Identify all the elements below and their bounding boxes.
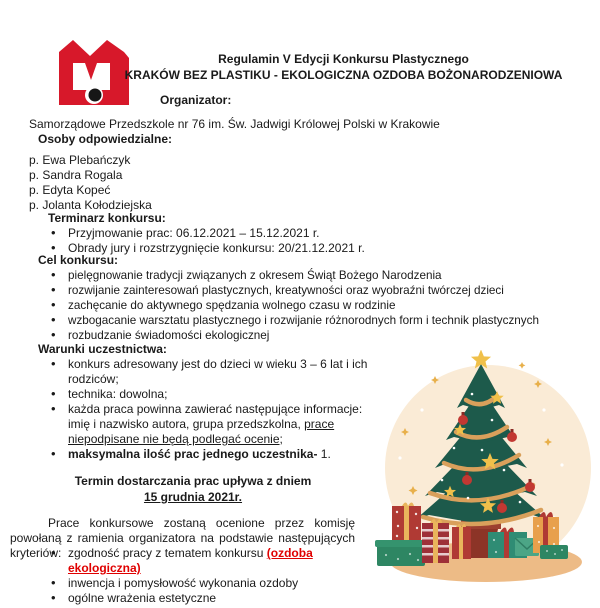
criterion-item <box>48 546 388 576</box>
condition-item <box>48 402 378 447</box>
goal-item: • zachęcanie do aktywnego spędzania wolnego czasu w rodzinie <box>48 298 539 313</box>
title-line-1: Regulamin V Edycji Konkursu Plastycznego <box>218 52 469 66</box>
goal-item: • pielęgnowanie tradycji związanych z okresem Świąt Bożego Narodzenia <box>48 268 539 283</box>
evaluation-intro: Prace konkursowe zostaną ocenione przez komisję powołaną z ramienia organizatora na podstawie następujących kryteriów: <box>10 516 355 560</box>
christmas-tree-with-gifts-illustration <box>372 350 600 608</box>
conditions-list <box>48 357 378 462</box>
criterion-item: • inwencja i pomysłowość wykonania ozdoby <box>48 576 388 591</box>
person-item: p. Ewa Plebańczyk <box>29 153 131 167</box>
deadline-line-1: Termin dostarczania prac upływa z dniem <box>74 474 312 488</box>
schedule-heading: Terminarz konkursu: <box>48 211 166 225</box>
schedule-list <box>48 226 365 256</box>
condition-text: ; <box>279 432 283 446</box>
goal-item: • rozbudzanie świadomości ekologicznej <box>48 328 539 343</box>
condition-bold-text: maksymalna ilość prac jednego uczestnika- <box>68 447 318 461</box>
criteria-list <box>48 546 388 606</box>
responsible-people-list <box>29 153 152 213</box>
schedule-item: • Przyjmowanie prac: 06.12.2021 – 15.12.2021 r. <box>48 226 365 241</box>
goal-item: • wzbogacanie warsztatu plastycznego i rozwijanie różnorodnych form i technik plastycznych <box>48 313 539 328</box>
organizer-name: Samorządowe Przedszkole nr 76 im. Św. Jadwigi Królowej Polski w Krakowie <box>29 117 440 131</box>
person-item: p. Sandra Rogala <box>29 168 123 182</box>
conditions-heading: Warunki uczestnictwa: <box>38 342 167 356</box>
condition-item: • technika: dowolna; <box>48 387 378 402</box>
condition-item <box>48 447 378 462</box>
deadline-notice <box>28 473 358 505</box>
responsible-people-heading: Osoby odpowiedzialne: <box>38 132 173 146</box>
title-line-2: KRAKÓW BEZ PLASTIKU - EKOLOGICZNA OZDOBA BOŻONARODZENIOWA <box>124 67 563 82</box>
goals-list <box>48 268 539 343</box>
criterion-text: zgodność pracy z tematem konkursu <box>68 546 267 560</box>
criterion-highlight: (ozdoba ekologiczna) <box>68 546 313 575</box>
schedule-item: • Obrady jury i rozstrzygnięcie konkursu: 20/21.12.2021 r. <box>48 241 365 256</box>
condition-underlined-text: prace niepodpisane nie będą podlegać ocenie <box>68 417 335 446</box>
goal-item: • rozwijanie zainteresowań plastycznych, kreatywności oraz wyobraźni twórczej dzieci <box>48 283 539 298</box>
criterion-item: • ogólne wrażenia estetyczne <box>48 591 388 606</box>
condition-text: 1. <box>317 447 331 461</box>
condition-text: każda praca powinna zawierać następujące informacje: imię i nazwisko autora, grupa przedszkolna, <box>68 402 363 431</box>
condition-item: • konkurs adresowany jest do dzieci w wieku 3 – 6 lat i ich rodziców; <box>48 357 378 387</box>
person-item: p. Jolanta Kołodziejska <box>29 198 152 212</box>
goals-heading: Cel konkursu: <box>38 253 119 267</box>
document-title <box>95 52 592 83</box>
deadline-date: 15 grudnia 2021r. <box>143 490 243 504</box>
person-item: p. Edyta Kopeć <box>29 183 111 197</box>
organizer-heading: Organizator: <box>160 93 232 107</box>
